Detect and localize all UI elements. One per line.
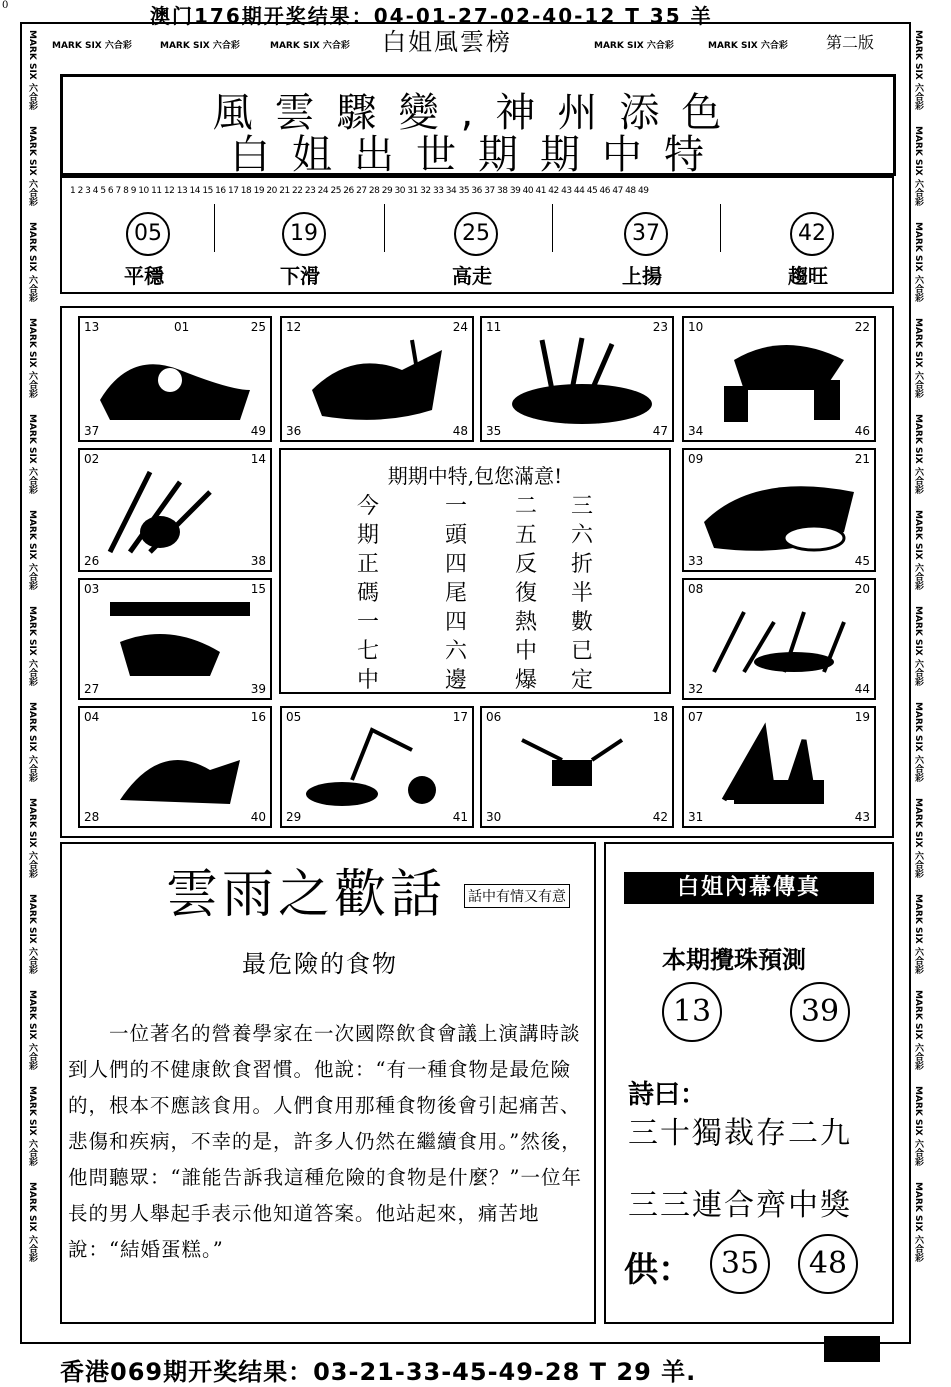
trend-label: 趨旺 <box>788 264 828 288</box>
zodiac-number: 46 <box>854 424 870 438</box>
zodiac-number: 33 <box>688 554 704 568</box>
slogan-line: 風雲驟變,神州添色 <box>212 90 744 136</box>
zodiac-number: 47 <box>652 424 668 438</box>
paper-title: 白姐風雲榜 <box>382 28 512 56</box>
trend-number: 19 <box>282 212 326 256</box>
center-poem-box <box>279 448 671 694</box>
column-divider <box>552 204 553 252</box>
zodiac-number: 10 <box>688 320 704 334</box>
poem-column: 一 頭 四 尾 四 六 邊 <box>445 494 468 693</box>
trend-number: 25 <box>454 212 498 256</box>
zodiac-number: 24 <box>452 320 468 334</box>
poem-line: 三十獨裁存二九 <box>628 1116 852 1151</box>
dog-icon <box>90 592 260 688</box>
zodiac-number: 35 <box>486 424 502 438</box>
zodiac-number: 42 <box>652 810 668 824</box>
watermark-text: MARK SIX 六合彩 <box>913 1086 923 1166</box>
watermark-text: MARK SIX 六合彩 <box>27 126 37 206</box>
watermark-text: MARK SIX 六合彩 <box>27 222 37 302</box>
watermark-text: MARK SIX 六合彩 <box>27 798 37 878</box>
zodiac-number: 04 <box>84 710 100 724</box>
tip-banner: 白姐內幕傳真 <box>624 872 874 904</box>
watermark-text: MARK SIX 六合彩 <box>160 41 240 51</box>
zodiac-number: 27 <box>84 682 100 696</box>
zodiac-number: 17 <box>452 710 468 724</box>
trend-label: 平穩 <box>124 264 164 288</box>
watermark-text: MARK SIX 六合彩 <box>27 414 37 494</box>
zodiac-number: 49 <box>250 424 266 438</box>
poem-column: 二 五 反 復 熱 中 爆 <box>515 494 538 693</box>
story-note: 話中有情又有意 <box>464 884 570 908</box>
right-watermark-strip <box>912 30 934 1340</box>
macau-result-header: 澳门176期开奖结果：04-01-27-02-40-12 T 35 羊 <box>150 4 713 28</box>
watermark-text: MARK SIX 六合彩 <box>27 990 37 1070</box>
watermark-text: MARK SIX 六合彩 <box>27 606 37 686</box>
zodiac-number: 22 <box>854 320 870 334</box>
zodiac-picture <box>480 706 674 828</box>
zodiac-number: 18 <box>652 710 668 724</box>
zodiac-picture <box>480 316 674 442</box>
zodiac-number: 23 <box>652 320 668 334</box>
zodiac-picture <box>78 316 272 442</box>
zodiac-picture <box>682 316 876 442</box>
zodiac-number: 40 <box>250 810 266 824</box>
zodiac-picture <box>78 578 272 700</box>
zodiac-number: 26 <box>84 554 100 568</box>
snake-icon <box>694 592 864 688</box>
zodiac-number: 01 <box>174 320 190 334</box>
watermark-text: MARK SIX 六合彩 <box>27 702 37 782</box>
trend-label: 上揚 <box>622 264 662 288</box>
column-divider <box>214 204 215 252</box>
gong-number: 35 <box>710 1234 770 1294</box>
zodiac-number: 45 <box>854 554 870 568</box>
watermark-text: MARK SIX 六合彩 <box>913 510 923 590</box>
story-subtitle: 最危險的食物 <box>242 950 398 978</box>
pig-icon <box>90 462 260 558</box>
zodiac-number: 38 <box>250 554 266 568</box>
watermark-text: MARK SIX 六合彩 <box>52 41 132 51</box>
story-box <box>60 842 596 1324</box>
zodiac-number: 05 <box>286 710 302 724</box>
watermark-text: MARK SIX 六合彩 <box>913 1182 923 1262</box>
zodiac-number: 21 <box>854 452 870 466</box>
trend-number: 42 <box>790 212 834 256</box>
watermark-text: MARK SIX 六合彩 <box>913 702 923 782</box>
zodiac-number: 14 <box>250 452 266 466</box>
watermark-text: MARK SIX 六合彩 <box>913 606 923 686</box>
gong-number: 48 <box>798 1234 858 1294</box>
zodiac-picture <box>682 706 876 828</box>
story-title: 雲雨之歡話 <box>166 865 447 925</box>
zodiac-number: 37 <box>84 424 100 438</box>
watermark-text: MARK SIX 六合彩 <box>913 318 923 398</box>
slogan-box <box>60 74 896 176</box>
left-watermark-strip <box>26 30 48 1340</box>
watermark-text: MARK SIX 六合彩 <box>913 222 923 302</box>
watermark-text: MARK SIX 六合彩 <box>708 41 788 51</box>
zodiac-picture <box>78 706 272 828</box>
poem-column: 今 期 正 碼 一 七 中 <box>357 494 380 693</box>
trend-label: 下滑 <box>280 264 320 288</box>
poem-line: 三三連合齊中獎 <box>628 1188 852 1223</box>
gong-label: 供： <box>624 1250 692 1290</box>
hongkong-result-footer: 香港069期开奖结果：03-21-33-45-49-28 T 29 羊. <box>60 1358 697 1386</box>
zodiac-number: 19 <box>854 710 870 724</box>
corner-mark: 0 <box>2 0 9 11</box>
zodiac-number: 07 <box>688 710 704 724</box>
slogan-line: 白姐出世期期中特 <box>230 132 726 178</box>
trend-number: 37 <box>624 212 668 256</box>
zodiac-number: 08 <box>688 582 704 596</box>
zodiac-number: 43 <box>854 810 870 824</box>
zodiac-number: 30 <box>486 810 502 824</box>
zodiac-number: 28 <box>84 810 100 824</box>
tiger-icon <box>492 330 662 426</box>
zodiac-number: 48 <box>452 424 468 438</box>
zodiac-picture <box>280 316 474 442</box>
zodiac-number: 03 <box>84 582 100 596</box>
column-divider <box>384 204 385 252</box>
monkey-icon <box>292 720 462 816</box>
center-poem-title: 期期中特,包您滿意! <box>387 464 563 488</box>
tip-subtitle: 本期攪珠預測 <box>662 946 806 974</box>
zodiac-number: 12 <box>286 320 302 334</box>
edition-label: 第二版 <box>826 33 875 52</box>
ox-icon <box>292 330 462 426</box>
zodiac-number: 06 <box>486 710 502 724</box>
watermark-text: MARK SIX 六合彩 <box>913 30 923 110</box>
story-body: 一位著名的營養學家在一次國際飲食會議上演講時談到人們的不健康飲食習慣。他說：“有一種食物是最危險的，根本不應該食用。人們食用那種食物後會引起痛苦、悲傷和疾病，不幸的是，許多人仍然在繼續食用。”然後，他問聽眾：“誰能告訴我這種危險的食物是什麼？”一位年長的男人舉起手表示他知道答案。他站起來，痛苦地說：“結婚蛋糕。” <box>68 1022 582 1261</box>
zodiac-number: 11 <box>486 320 502 334</box>
rabbit-icon <box>694 330 864 426</box>
zodiac-number: 20 <box>854 582 870 596</box>
poem-label: 詩曰： <box>628 1080 707 1110</box>
watermark-text: MARK SIX 六合彩 <box>270 41 350 51</box>
horse-icon <box>694 720 864 816</box>
watermark-text: MARK SIX 六合彩 <box>27 30 37 110</box>
zodiac-number: 25 <box>250 320 266 334</box>
watermark-text: MARK SIX 六合彩 <box>594 41 674 51</box>
predict-number: 39 <box>790 982 850 1042</box>
watermark-text: MARK SIX 六合彩 <box>913 798 923 878</box>
goat-icon <box>492 720 662 816</box>
trend-number-box <box>60 176 894 294</box>
zodiac-number: 15 <box>250 582 266 596</box>
zodiac-number: 34 <box>688 424 704 438</box>
zodiac-picture <box>682 448 876 572</box>
zodiac-number: 32 <box>688 682 704 696</box>
zodiac-number: 13 <box>84 320 100 334</box>
decorative-block <box>824 1336 880 1362</box>
watermark-text: MARK SIX 六合彩 <box>27 318 37 398</box>
zodiac-number: 09 <box>688 452 704 466</box>
zodiac-number: 31 <box>688 810 704 824</box>
tip-box <box>604 842 894 1324</box>
column-divider <box>720 204 721 252</box>
watermark-text: MARK SIX 六合彩 <box>913 894 923 974</box>
trend-number: 05 <box>126 212 170 256</box>
watermark-text: MARK SIX 六合彩 <box>27 510 37 590</box>
zodiac-picture <box>682 578 876 700</box>
watermark-text: MARK SIX 六合彩 <box>27 1182 37 1262</box>
rooster-icon <box>90 720 260 816</box>
dragon-icon <box>694 462 864 558</box>
poem-column: 三 六 折 半 數 已 定 <box>571 494 594 693</box>
zodiac-number: 41 <box>452 810 468 824</box>
rat-icon <box>90 330 260 426</box>
zodiac-number: 39 <box>250 682 266 696</box>
zodiac-picture <box>78 448 272 572</box>
zodiac-number: 44 <box>854 682 870 696</box>
watermark-text: MARK SIX 六合彩 <box>913 414 923 494</box>
watermark-text: MARK SIX 六合彩 <box>913 990 923 1070</box>
zodiac-number: 36 <box>286 424 302 438</box>
zodiac-number: 16 <box>250 710 266 724</box>
watermark-text: MARK SIX 六合彩 <box>27 894 37 974</box>
zodiac-number: 29 <box>286 810 302 824</box>
trend-label: 高走 <box>452 264 492 288</box>
watermark-text: MARK SIX 六合彩 <box>913 126 923 206</box>
number-strip: 1 2 3 4 5 6 7 8 9 10 11 12 13 14 15 16 17 18 19 20 21 22 23 24 25 26 27 28 29 30 31 32 33 34 35 36 37 38 39 40 41 42 43 44 45 46 47 48 49 <box>70 186 649 196</box>
predict-number: 13 <box>662 982 722 1042</box>
zodiac-picture <box>280 706 474 828</box>
zodiac-number: 02 <box>84 452 100 466</box>
watermark-text: MARK SIX 六合彩 <box>27 1086 37 1166</box>
